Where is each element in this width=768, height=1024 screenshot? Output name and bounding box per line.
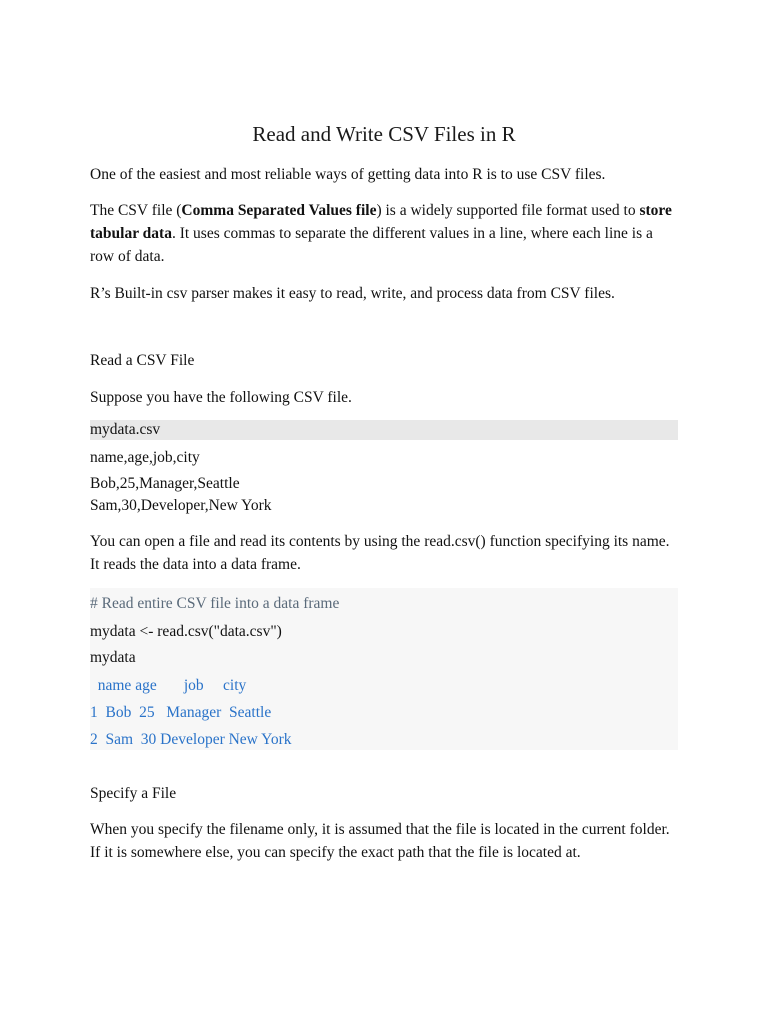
code-line: mydata <box>90 649 136 666</box>
open-file-paragraph: You can open a file and read its contents by using the read.csv() function specifying its name. It reads the data into a data frame. <box>90 533 670 573</box>
code-line: mydata <- read.csv("data.csv") <box>90 623 282 640</box>
csv-line: Bob,25,Manager,Seattle <box>90 475 240 492</box>
parser-paragraph: R’s Built-in csv parser makes it easy to read, write, and process data from CSV files. <box>90 285 615 302</box>
suppose-paragraph: Suppose you have the following CSV file. <box>90 389 352 406</box>
section-heading-read-csv: Read a CSV File <box>90 352 195 369</box>
section-heading-specify-file: Specify a File <box>90 785 177 802</box>
intro-paragraph: One of the easiest and most reliable ways of getting data into R is to use CSV files. <box>90 166 606 183</box>
code-output-line: 2 Sam 30 Developer New York <box>90 731 292 748</box>
code-comment: # Read entire CSV file into a data frame <box>90 595 340 612</box>
specify-file-paragraph: When you specify the filename only, it is assumed that the file is located in the current folder. If it is somewhere else, you can specify the exact path that the file is located at. <box>90 821 670 861</box>
csv-description-text: . It uses commas to separate the different values in a line, where each line is a row of data. <box>90 225 653 265</box>
tabular-data-term: store tabular data <box>90 202 672 242</box>
csv-filename: mydata.csv <box>90 421 161 438</box>
page-title: Read and Write CSV Files in R <box>252 122 516 146</box>
csv-description-text: ) is a widely supported file format used to <box>376 202 640 219</box>
csv-description-text: The CSV file ( <box>90 202 182 219</box>
code-output-line: name age job city <box>90 677 247 694</box>
csv-line: Sam,30,Developer,New York <box>90 497 272 514</box>
csv-line: name,age,job,city <box>90 449 200 466</box>
csv-description-paragraph <box>90 199 678 268</box>
csv-full-name: Comma Separated Values file <box>181 202 377 219</box>
code-output-line: 1 Bob 25 Manager Seattle <box>90 704 272 721</box>
csv-filename-bar <box>90 420 678 440</box>
